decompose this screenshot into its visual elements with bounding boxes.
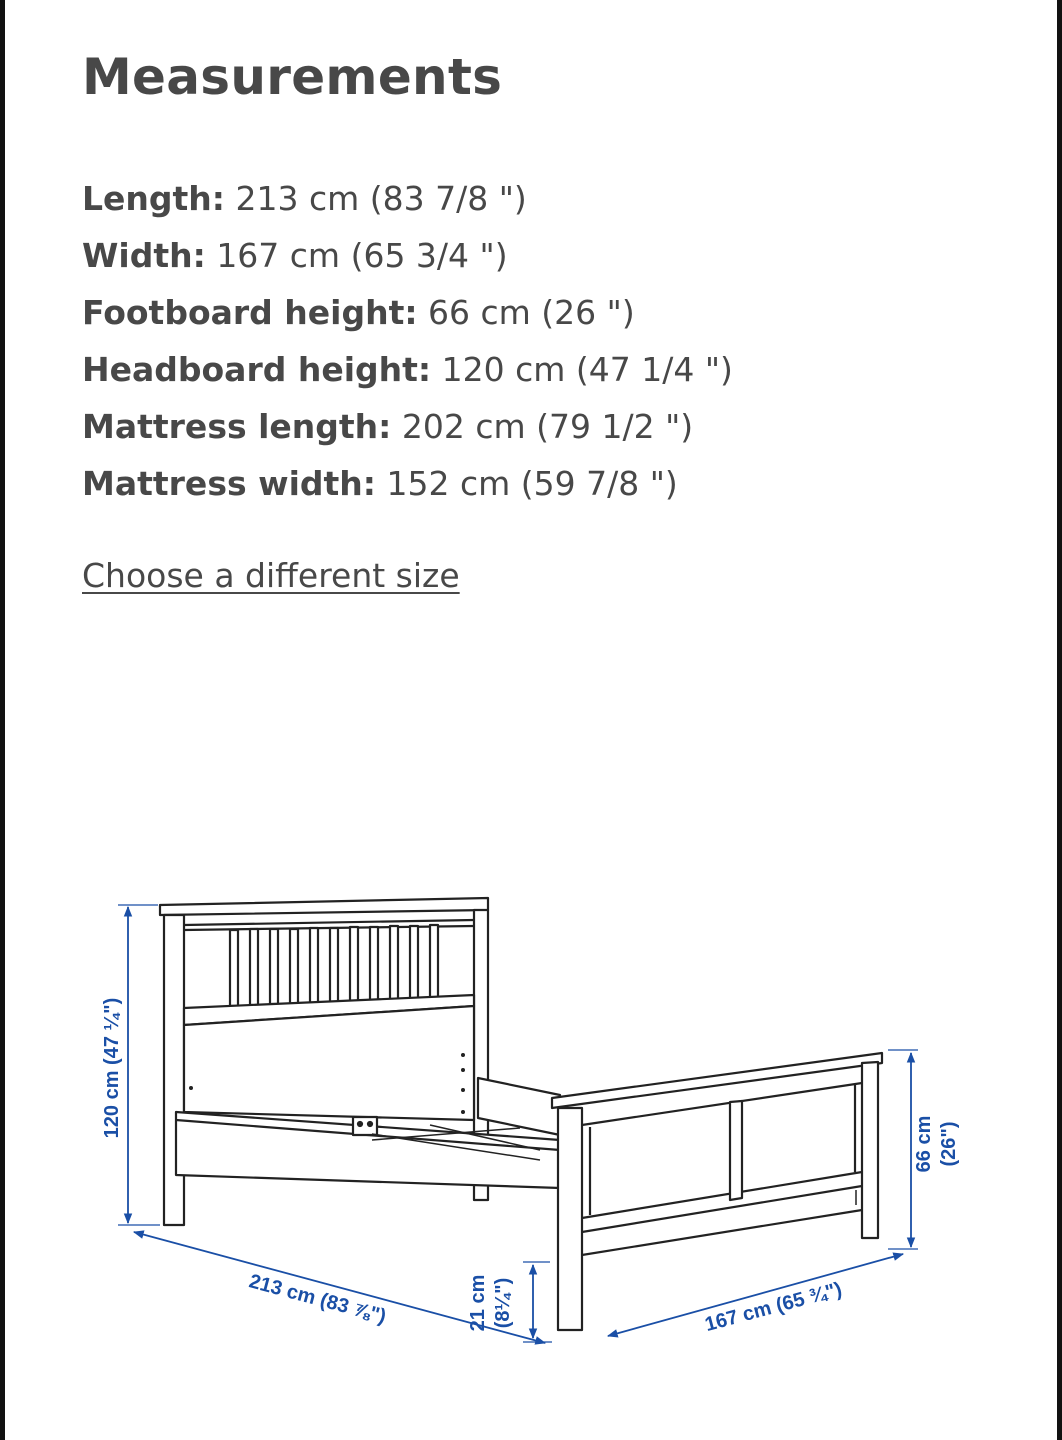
measurement-label: Headboard height: xyxy=(82,350,432,389)
bed-dimension-diagram xyxy=(0,880,1062,1360)
measurement-mattress-length xyxy=(82,398,733,455)
headboard-height-label: 120 cm (47 ¼") xyxy=(101,997,123,1139)
measurement-length xyxy=(82,170,733,227)
footboard-cm-label: 66 cm xyxy=(913,1115,935,1173)
length-label: 213 cm (83 ⅞") xyxy=(246,1270,389,1329)
measurement-label: Mattress width: xyxy=(82,464,376,503)
measurement-value: 120 cm (47 1/4 ") xyxy=(441,350,733,389)
measurement-label: Width: xyxy=(82,236,206,275)
page-title: Measurements xyxy=(82,48,503,106)
measurement-width xyxy=(82,227,733,284)
clearance-in-label: (8¼") xyxy=(492,1277,514,1329)
measurement-label: Footboard height: xyxy=(82,293,418,332)
measurement-mattress-width xyxy=(82,455,733,512)
measurement-label: Mattress length: xyxy=(82,407,392,446)
footboard-in-label: (26") xyxy=(938,1121,960,1167)
measurement-label: Length: xyxy=(82,179,225,218)
width-label: 167 cm (65 ¾") xyxy=(702,1278,845,1337)
measurement-value: 202 cm (79 1/2 ") xyxy=(401,407,694,446)
measurement-headboard-height xyxy=(82,341,733,398)
choose-different-size-link[interactable]: Choose a different size xyxy=(82,556,460,595)
bed-illustration xyxy=(160,898,882,1330)
measurements-list xyxy=(82,170,733,512)
measurement-value: 152 cm (59 7/8 ") xyxy=(386,464,678,503)
measurement-value: 213 cm (83 7/8 ") xyxy=(235,179,527,218)
clearance-cm-label: 21 cm xyxy=(467,1274,489,1332)
measurement-footboard-height xyxy=(82,284,733,341)
measurement-value: 167 cm (65 3/4 ") xyxy=(216,236,508,275)
measurement-value: 66 cm (26 ") xyxy=(428,293,635,332)
headboard-slats xyxy=(230,925,438,1006)
